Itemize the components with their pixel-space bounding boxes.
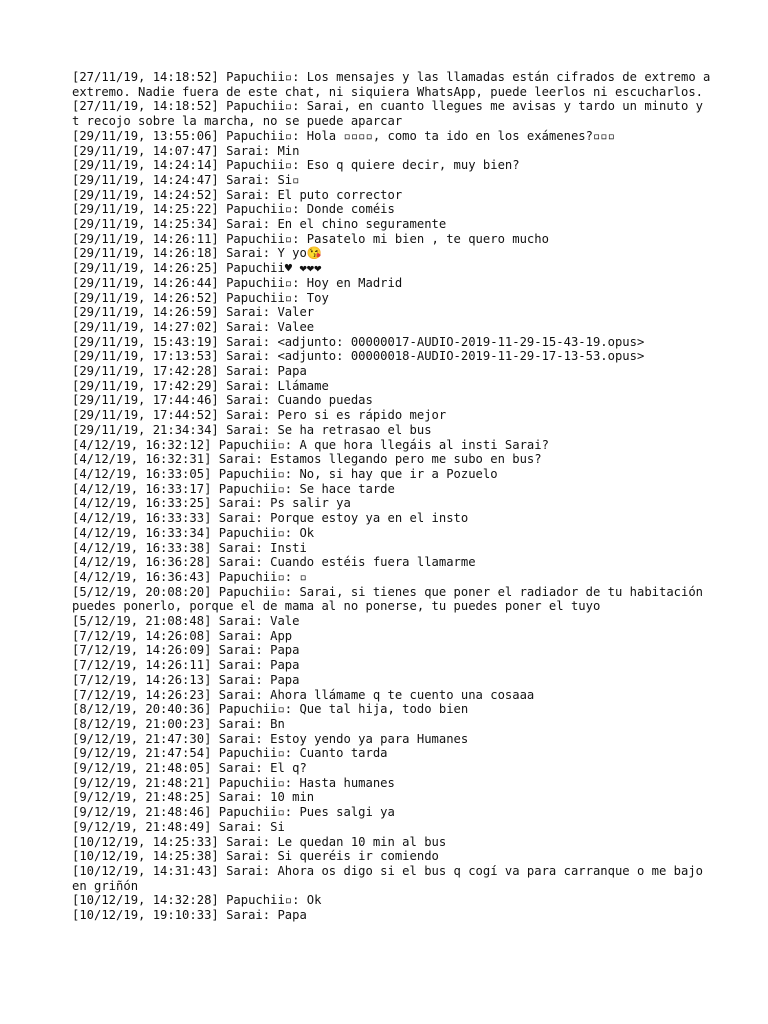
chat-transcript — [72, 70, 718, 923]
chat-line: [9/12/19, 21:48:49] Sarai: Si — [72, 819, 285, 834]
chat-line: [29/11/19, 14:07:47] Sarai: Min — [72, 143, 300, 158]
chat-line: [27/11/19, 14:18:52] Papuchii▫: Sarai, en cuanto llegues me avisas y tardo un minuto y t recojo sobre la marcha, no se puede aparcar — [72, 99, 711, 129]
chat-line: [8/12/19, 20:40:36] Papuchii▫: Que tal hija, todo bien — [72, 702, 469, 717]
chat-line: [29/11/19, 14:26:44] Papuchii▫: Hoy en Madrid — [72, 275, 403, 290]
chat-line: [29/11/19, 14:27:02] Sarai: Valee — [72, 319, 315, 334]
chat-line: [7/12/19, 14:26:08] Sarai: App — [72, 628, 293, 643]
chat-line: [29/11/19, 14:26:59] Sarai: Valer — [72, 305, 315, 320]
chat-line: [10/12/19, 14:32:28] Papuchii▫: Ok — [72, 893, 322, 908]
chat-line: [29/11/19, 14:26:18] Sarai: Y yo😘 — [72, 246, 322, 261]
chat-line: [4/12/19, 16:33:33] Sarai: Porque estoy ya en el insto — [72, 511, 469, 526]
chat-line: [8/12/19, 21:00:23] Sarai: Bn — [72, 716, 285, 731]
chat-line: [7/12/19, 14:26:23] Sarai: Ahora llámame q te cuento una cosaaa — [72, 687, 535, 702]
chat-line: [10/12/19, 14:31:43] Sarai: Ahora os digo si el bus q cogí va para carranque o me bajo en griñón — [72, 863, 711, 893]
chat-line: [29/11/19, 15:43:19] Sarai: <adjunto: 00000017-AUDIO-2019-11-29-15-43-19.opus> — [72, 334, 645, 349]
chat-line: [4/12/19, 16:33:34] Papuchii▫: Ok — [72, 525, 315, 540]
chat-line: [4/12/19, 16:36:28] Sarai: Cuando estéis fuera llamarme — [72, 555, 476, 570]
chat-line: [29/11/19, 14:25:34] Sarai: En el chino seguramente — [72, 217, 447, 232]
chat-line: [29/11/19, 14:26:52] Papuchii▫: Toy — [72, 290, 329, 305]
chat-line: [4/12/19, 16:36:43] Papuchii▫: ▫ — [72, 569, 307, 584]
chat-line: [29/11/19, 13:55:06] Papuchii▫: Hola ▫▫▫▫, como ta ido en los exámenes?▫▫▫ — [72, 128, 615, 143]
chat-line: [4/12/19, 16:33:38] Sarai: Insti — [72, 540, 307, 555]
chat-line: [29/11/19, 21:34:34] Sarai: Se ha retrasao el bus — [72, 422, 432, 437]
chat-line: [9/12/19, 21:48:21] Papuchii▫: Hasta humanes — [72, 775, 395, 790]
chat-line: [7/12/19, 14:26:13] Sarai: Papa — [72, 672, 300, 687]
chat-line: [9/12/19, 21:48:25] Sarai: 10 min — [72, 790, 315, 805]
chat-line: [29/11/19, 14:24:47] Sarai: Si▫ — [72, 172, 300, 187]
chat-line: [9/12/19, 21:47:54] Papuchii▫: Cuanto tarda — [72, 746, 388, 761]
chat-line: [29/11/19, 17:42:28] Sarai: Papa — [72, 364, 307, 379]
chat-line: [29/11/19, 17:44:52] Sarai: Pero si es rápido mejor — [72, 408, 447, 423]
chat-line: [10/12/19, 19:10:33] Sarai: Papa — [72, 908, 307, 923]
chat-line: [4/12/19, 16:33:25] Sarai: Ps salir ya — [72, 496, 351, 511]
chat-line: [4/12/19, 16:33:05] Papuchii▫: No, si hay que ir a Pozuelo — [72, 466, 498, 481]
chat-line: [9/12/19, 21:48:46] Papuchii▫: Pues salgi ya — [72, 805, 395, 820]
chat-line: [5/12/19, 20:08:20] Papuchii▫: Sarai, si tienes que poner el radiador de tu habitación puedes ponerlo, porque el de mama al no ponerse, tu puedes poner el tuyo — [72, 584, 711, 614]
chat-line: [9/12/19, 21:48:05] Sarai: El q? — [72, 761, 307, 776]
chat-line: [29/11/19, 14:26:11] Papuchii▫: Pasatelo mi bien , te quero mucho — [72, 231, 549, 246]
chat-line: [27/11/19, 14:18:52] Papuchii▫: Los mensajes y las llamadas están cifrados de extremo a extremo. Nadie fuera de este chat, ni siquiera WhatsApp, puede leerlos ni escucharlos. — [72, 70, 718, 99]
chat-line: [29/11/19, 17:13:53] Sarai: <adjunto: 00000018-AUDIO-2019-11-29-17-13-53.opus> — [72, 349, 645, 364]
chat-line: [4/12/19, 16:33:17] Papuchii▫: Se hace tarde — [72, 481, 395, 496]
chat-line: [5/12/19, 21:08:48] Sarai: Vale — [72, 614, 300, 629]
chat-line: [29/11/19, 14:25:22] Papuchii▫: Donde coméis — [72, 202, 395, 217]
chat-line: [29/11/19, 14:24:14] Papuchii▫: Eso q quiere decir, muy bien? — [72, 158, 520, 173]
chat-line: [29/11/19, 14:24:52] Sarai: El puto corrector — [72, 187, 403, 202]
chat-line: [10/12/19, 14:25:33] Sarai: Le quedan 10 min al bus — [72, 834, 447, 849]
chat-line: [29/11/19, 14:26:25] Papuchii♥ ❤❤❤ — [72, 261, 322, 276]
chat-line: [7/12/19, 14:26:11] Sarai: Papa — [72, 658, 300, 673]
chat-line: [4/12/19, 16:32:12] Papuchii▫: A que hora llegáis al insti Sarai? — [72, 437, 549, 452]
chat-line: [29/11/19, 17:44:46] Sarai: Cuando puedas — [72, 393, 373, 408]
chat-line: [4/12/19, 16:32:31] Sarai: Estamos llegando pero me subo en bus? — [72, 452, 542, 467]
chat-line: [29/11/19, 17:42:29] Sarai: Llámame — [72, 378, 329, 393]
chat-line: [9/12/19, 21:47:30] Sarai: Estoy yendo ya para Humanes — [72, 731, 469, 746]
chat-line: [7/12/19, 14:26:09] Sarai: Papa — [72, 643, 300, 658]
chat-line: [10/12/19, 14:25:38] Sarai: Si queréis ir comiendo — [72, 849, 439, 864]
